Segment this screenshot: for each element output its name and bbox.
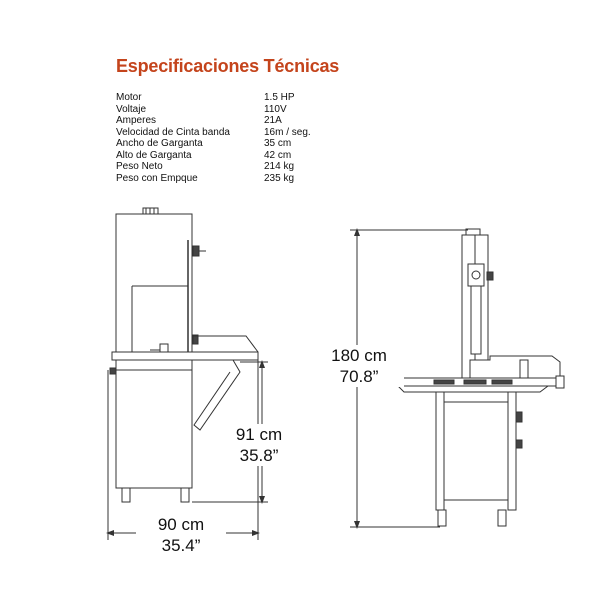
spec-label: Peso con Empque [116,172,198,184]
page-title: Especificaciones Técnicas [116,56,340,76]
spec-value: 235 kg [264,172,295,184]
spec-value: 42 cm [264,149,292,161]
leg-right [508,392,516,510]
spec-label: Voltaje [116,103,147,115]
spec-label: Velocidad de Cinta banda [116,126,230,138]
side-knob-icon [516,412,522,422]
spec-label: Motor [116,92,142,103]
spec-label: Amperes [116,115,157,126]
height-cm: 180 cm [331,346,387,365]
tension-block [468,264,484,286]
table-height-label [226,424,292,466]
spec-label: Ancho de Garganta [116,138,203,149]
table-height-in: 35.8” [239,446,279,465]
spec-value: 16m / seg. [264,126,311,138]
width-label [136,514,226,556]
base-cabinet [116,360,192,488]
foot-right [181,488,189,502]
front-view-drawing [384,229,564,526]
height-label [314,345,404,387]
spec-value: 1.5 HP [264,92,295,103]
foot-right [498,510,506,526]
spec-label: Peso Neto [116,161,163,172]
spec-value: 35 cm [264,138,292,149]
foot-left [438,510,446,526]
table-height-cm: 91 cm [235,425,283,444]
height-in: 70.8” [339,367,379,386]
spec-value: 110V [264,103,287,115]
spec-value: 214 kg [264,161,295,172]
table-top [112,352,258,360]
top-knob-icon [466,229,480,235]
foot-left [122,488,130,502]
spec-value: 21A [264,115,282,126]
table-arm [194,360,240,430]
width-in: 35.4” [161,536,201,555]
width-cm: 90 cm [157,515,205,534]
tension-knob-icon [193,246,199,256]
spec-label: Alto de Garganta [116,149,192,161]
leg-left [436,392,444,510]
